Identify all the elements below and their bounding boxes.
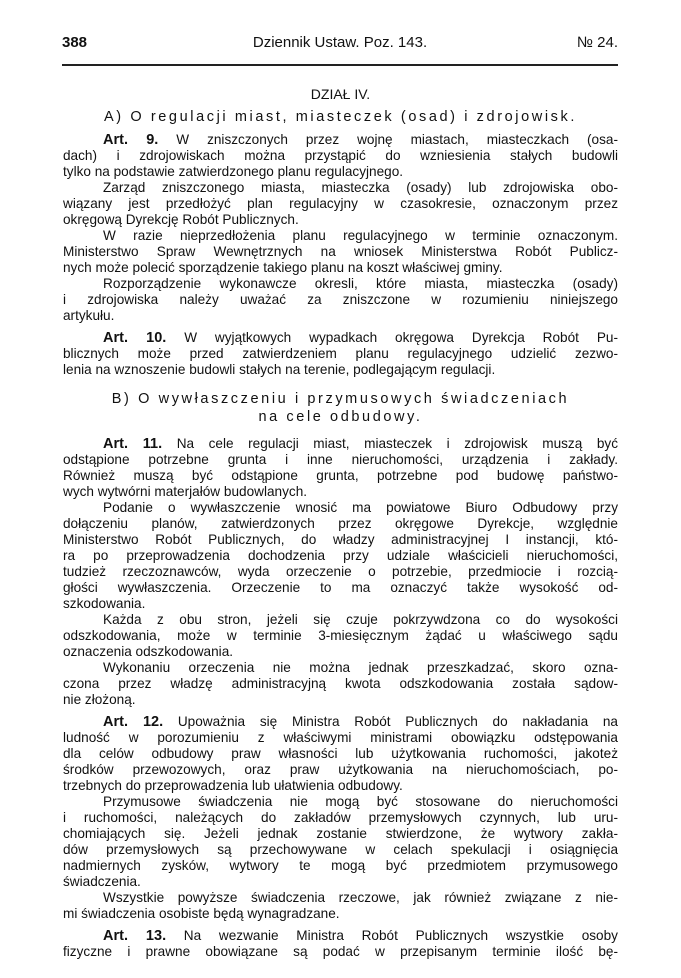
line-text: Zarząd zniszczonego miasta, miasteczka (osady) lub zdrojowiska obo-	[103, 180, 618, 195]
paragraph	[63, 612, 618, 660]
page-number: 388	[62, 34, 88, 51]
text-line	[63, 346, 618, 362]
line-text: artykułu.	[63, 308, 115, 323]
line-text: okręgową Dyrekcję Robót Publicznych.	[63, 212, 299, 227]
text-line	[63, 276, 618, 292]
line-text: Wykonaniu orzeczenia nie można jednak przeszkadzać, skoro ozna-	[103, 660, 618, 675]
text-line	[63, 628, 618, 644]
line-text: nych może polecić sporządzenie takiego planu na koszt właściwej gminy.	[63, 260, 503, 275]
text-line	[63, 244, 618, 260]
line-text: Ministerstwo Robót Publicznych, do władzy administracyjnej I instancji, któ-	[63, 532, 618, 547]
text-line	[63, 484, 618, 500]
line-text: Każda z obu stron, jeżeli się czuje pokrzywdzona co do wysokości	[103, 612, 618, 627]
paragraph	[63, 890, 618, 922]
article-paragraph	[63, 436, 618, 500]
text-line	[63, 842, 618, 858]
line-text: Przymusowe świadczenia nie mogą być stosowane do nieruchomości	[103, 794, 618, 809]
running-header	[62, 34, 618, 56]
article-paragraph	[63, 330, 618, 378]
text-line	[63, 928, 618, 944]
text-line	[63, 330, 618, 346]
article-paragraph	[63, 132, 618, 180]
article-paragraph	[63, 928, 618, 960]
article-label: Art. 11.	[103, 436, 163, 452]
text-line	[63, 532, 618, 548]
line-text: odstąpione potrzebne grunta i inne nieruchomości, urządzenia i zakłady.	[63, 452, 618, 467]
line-text: blicznych może przed zatwierdzeniem planu regulacyjnego udzielić zezwo-	[63, 346, 618, 361]
text-line	[63, 580, 618, 596]
section-a-paragraphs	[63, 132, 618, 378]
text-line	[63, 500, 618, 516]
text-line	[63, 730, 618, 746]
text-line	[63, 516, 618, 532]
text-line	[63, 308, 618, 324]
text-line	[63, 612, 618, 628]
section-b-heading-line: na cele odbudowy.	[258, 409, 423, 425]
text-line	[63, 676, 618, 692]
line-text: tudzież rzeczoznawców, wyda orzeczenie o potrzebie, przedmiocie i rozcią-	[63, 564, 618, 579]
line-text: czona przez władzę administracyjną kwota odszkodowania została sądow-	[63, 676, 618, 691]
line-text: W zniszczonych przez wojnę miastach, miasteczkach (osa-	[158, 132, 619, 147]
text-line	[63, 944, 618, 960]
text-line	[63, 452, 618, 468]
text-line	[63, 164, 618, 180]
line-text: fizyczne i prawne obowiązane są podać w przepisanym terminie ilość bę-	[63, 944, 618, 959]
text-line	[63, 212, 618, 228]
line-text: środków przewozowych, oraz praw użytkowania na nieruchomościach, po-	[63, 762, 618, 777]
text-line	[63, 548, 618, 564]
line-text: Na wezwanie Ministra Robót Publicznych wszystkie osoby	[166, 928, 618, 943]
line-text: lenia na wznoszenie budowli stałych na terenie, podlegającym regulacji.	[63, 362, 496, 377]
text-line	[63, 292, 618, 308]
text-line	[63, 564, 618, 580]
paragraph	[63, 228, 618, 276]
line-text: Na cele regulacji miast, miasteczek i zdrojowisk muszą być	[162, 436, 618, 451]
paragraph	[63, 180, 618, 228]
section-b-paragraphs	[63, 436, 618, 960]
section-a-heading: A) O regulacji miast, miasteczek (osad) i zdrojowisk.	[103, 109, 577, 125]
line-text: chomiających się. Jeżeli jednak zostanie stwierdzone, że wytwory zakła-	[63, 826, 618, 841]
paragraph	[63, 500, 618, 612]
division-heading: DZIAŁ IV.	[310, 86, 371, 102]
line-text: ra po przeprowadzenia dochodzenia przy udziale właścicieli nieruchomości,	[63, 548, 618, 563]
text-line	[63, 778, 618, 794]
article-paragraph	[63, 714, 618, 794]
text-line	[63, 810, 618, 826]
line-text: wych wytwórni materjałów budowlanych.	[63, 484, 308, 499]
text-line	[63, 596, 618, 612]
line-text: dach) i zdrojowiskach można przystąpić do wzniesienia stałych budowli	[63, 148, 618, 163]
section-b-heading	[63, 390, 618, 426]
line-text: szkodowania.	[63, 596, 146, 611]
page-body	[63, 86, 618, 960]
text-line	[63, 644, 618, 660]
line-text: świadczenia.	[63, 874, 141, 889]
line-text: Upoważnia się Ministra Robót Publicznych do nakładania na	[163, 714, 618, 729]
article-label: Art. 9.	[103, 132, 159, 148]
text-line	[63, 746, 618, 762]
line-text: nadmiernych zysków, wytwory te mogą być przedmiotem przymusowego	[63, 858, 618, 873]
line-text: tylko na podstawie zatwierdzonego planu regulacyjnego.	[63, 164, 404, 179]
text-line	[63, 692, 618, 708]
line-text: W razie nieprzedłożenia planu regulacyjnego w terminie oznaczonym.	[103, 228, 618, 243]
text-line	[63, 906, 618, 922]
line-text: Również muszą być odstąpione grunta, potrzebne pod budowę państwo-	[63, 468, 618, 483]
article-label: Art. 12.	[103, 714, 164, 730]
line-text: ludność w porozumieniu z właściwymi ministrami obowiązku odstępowania	[63, 730, 618, 745]
line-text: oznaczenia odszkodowania.	[63, 644, 234, 659]
line-text: dla celów odbudowy praw własności lub użytkowania ruchomości, jakoteż	[63, 746, 618, 761]
text-line	[63, 858, 618, 874]
line-text: i zdrojowiska należy uważać za zniszczone w rozumieniu niniejszego	[63, 292, 618, 307]
text-line	[63, 890, 618, 906]
paragraph	[63, 794, 618, 890]
text-line	[63, 436, 618, 452]
line-text: nie złożoną.	[63, 692, 136, 707]
line-text: i ruchomości, należących do zakładów przemysłowych czynnych, lub uru-	[63, 810, 618, 825]
line-text: mi świadczenia osobiste będą wynagradzane.	[63, 906, 340, 921]
line-text: dów przemysłowych są przechowywane w celach spekulacji i osiągnięcia	[63, 842, 618, 857]
journal-title: Dziennik Ustaw. Poz. 143.	[252, 34, 428, 51]
section-b-heading-line: B) O wywłaszczeniu i przymusowych świadczeniach	[111, 391, 570, 407]
line-text: Wszystkie powyższe świadczenia rzeczowe, jak również związane z nie-	[103, 890, 618, 905]
text-line	[63, 228, 618, 244]
line-text: odszkodowania, może w terminie 3-miesięcznym żądać u właściwego sądu	[63, 628, 618, 643]
text-line	[63, 148, 618, 164]
header-rule	[62, 64, 618, 66]
text-line	[63, 794, 618, 810]
paragraph	[63, 276, 618, 324]
article-label: Art. 13.	[103, 928, 167, 944]
article-label: Art. 10.	[103, 330, 167, 346]
line-text: trzebnych do przeprowadzenia lub ułatwienia odbudowy.	[63, 778, 403, 793]
text-line	[63, 468, 618, 484]
text-line	[63, 362, 618, 378]
text-line	[63, 132, 618, 148]
text-line	[63, 180, 618, 196]
paragraph	[63, 660, 618, 708]
line-text: W wyjątkowych wypadkach okręgowa Dyrekcja Robót Pu-	[166, 330, 618, 345]
text-line	[63, 660, 618, 676]
line-text: wiązany jest przedłożyć plan regulacyjny w czasokresie, oznaczonym przez	[63, 196, 618, 211]
line-text: głości wywłaszczenia. Orzeczenie to ma oznaczyć także wysokość od-	[63, 580, 618, 595]
line-text: Ministerstwo Spraw Wewnętrznych na wniosek Ministerstwa Robót Publicz-	[63, 244, 618, 259]
text-line	[63, 714, 618, 730]
text-line	[63, 196, 618, 212]
line-text: Rozporządzenie wykonawcze okresli, które miasta, miasteczka (osady)	[103, 276, 618, 291]
line-text: Podanie o wywłaszczenie wnosić ma powiatowe Biuro Odbudowy przy	[103, 500, 618, 515]
text-line	[63, 826, 618, 842]
text-line	[63, 874, 618, 890]
line-text: dołączeniu planów, zatwierdzonych przez okręgowe Dyrekcje, względnie	[63, 516, 618, 531]
text-line	[63, 260, 618, 276]
issue-number: № 24.	[576, 34, 618, 51]
text-line	[63, 762, 618, 778]
